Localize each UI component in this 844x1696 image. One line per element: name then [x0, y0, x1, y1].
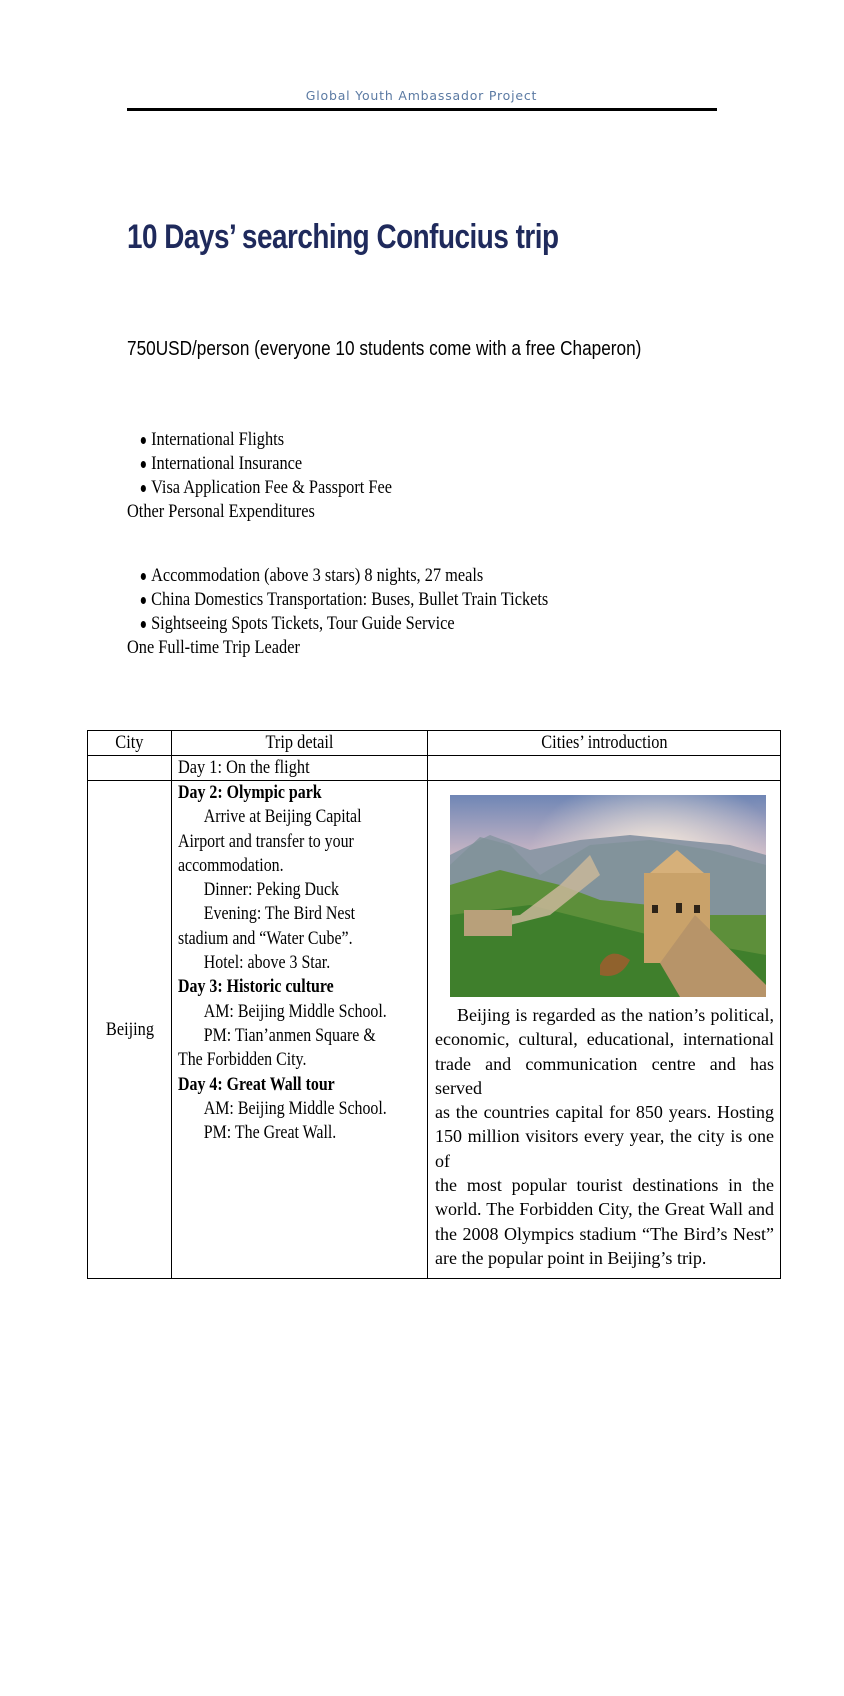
day-detail-line: Arrive at Beijing Capital: [204, 807, 362, 828]
day-title: Day 3: Historic culture: [178, 977, 334, 998]
list-item: International Insurance: [127, 452, 392, 476]
table-cell: [172, 756, 428, 781]
itinerary-table: [87, 730, 781, 1279]
list-item: Accommodation (above 3 stars) 8 nights, 27 meals: [127, 564, 548, 588]
intro-line: the most popular tourist destinations in the: [434, 1175, 774, 1196]
trip-detail-cell: [172, 781, 428, 1279]
bullet-icon: [141, 485, 146, 492]
day-detail-line: PM: Tian’anmen Square &: [204, 1025, 376, 1046]
intro-line: trade and communication centre and has served: [434, 1053, 774, 1098]
column-header-intro: Cities’ introduction: [427, 731, 780, 756]
table-cell: [88, 756, 172, 781]
day-title: Day 1: On the flight: [178, 757, 310, 778]
list-item: China Domestics Transportation: Buses, Bullet Train Tickets: [127, 588, 548, 612]
intro-cell: [427, 781, 780, 1279]
great-wall-image: [450, 795, 766, 997]
price-line: 750USD/person (everyone 10 students come with a free Chaperon): [127, 338, 642, 360]
included-list: [127, 564, 617, 660]
day-detail-line: Hotel: above 3 Star.: [204, 953, 331, 974]
bullet-icon: [141, 461, 146, 468]
day-detail-line: PM: The Great Wall.: [204, 1123, 337, 1144]
bullet-icon: [141, 597, 146, 604]
intro-line: economic, cultural, educational, international: [434, 1029, 774, 1050]
intro-line: 150 million visitors every year, the city is one of: [434, 1126, 774, 1171]
excluded-list: [127, 428, 435, 524]
list-item: Visa Application Fee & Passport Fee: [127, 476, 392, 500]
intro-line: the 2008 Olympics stadium “The Bird’s Nest”: [434, 1223, 774, 1244]
intro-line: are the popular point in Beijing’s trip.: [434, 1247, 707, 1268]
day-title: Day 2: Olympic park: [178, 783, 322, 803]
day-detail-line: Dinner: Peking Duck: [204, 880, 340, 901]
intro-line: Beijing is regarded as the nation’s political,: [456, 1005, 774, 1025]
list-footer: Other Personal Expenditures: [127, 501, 315, 522]
day-detail-line: Airport and transfer to your: [178, 831, 355, 852]
column-header-city: City: [88, 731, 172, 756]
column-header-trip-detail: Trip detail: [172, 731, 428, 756]
day-title: Day 4: Great Wall tour: [178, 1074, 335, 1095]
bullet-icon: [141, 573, 146, 580]
list-footer: One Full-time Trip Leader: [127, 637, 300, 658]
day-detail-line: AM: Beijing Middle School.: [204, 1001, 387, 1022]
day-detail-line: accommodation.: [178, 855, 284, 876]
day-detail-line: The Forbidden City.: [178, 1050, 307, 1071]
table-row: [88, 756, 781, 781]
day-detail-line: stadium and “Water Cube”.: [178, 928, 353, 949]
day-detail-line: AM: Beijing Middle School.: [204, 1098, 387, 1119]
day-detail-line: Evening: The Bird Nest: [204, 904, 356, 925]
bullet-icon: [141, 437, 146, 444]
table-row: [88, 781, 781, 1279]
great-wall-photo: [450, 795, 766, 997]
table-header-row: [88, 731, 781, 756]
intro-line: world. The Forbidden City, the Great Wall and: [434, 1199, 774, 1220]
running-header: Global Youth Ambassador Project: [305, 88, 538, 103]
city-cell: Beijing: [88, 781, 172, 1279]
header-rule: [127, 108, 717, 111]
list-item: Sightseeing Spots Tickets, Tour Guide Service: [127, 612, 548, 636]
bullet-icon: [141, 621, 146, 628]
list-item: International Flights: [127, 428, 392, 452]
intro-line: as the countries capital for 850 years. Hosting: [434, 1102, 774, 1123]
city-intro-text: [435, 1003, 774, 1270]
page-title: 10 Days’ searching Confucius trip: [127, 218, 559, 256]
table-cell: [427, 756, 780, 781]
